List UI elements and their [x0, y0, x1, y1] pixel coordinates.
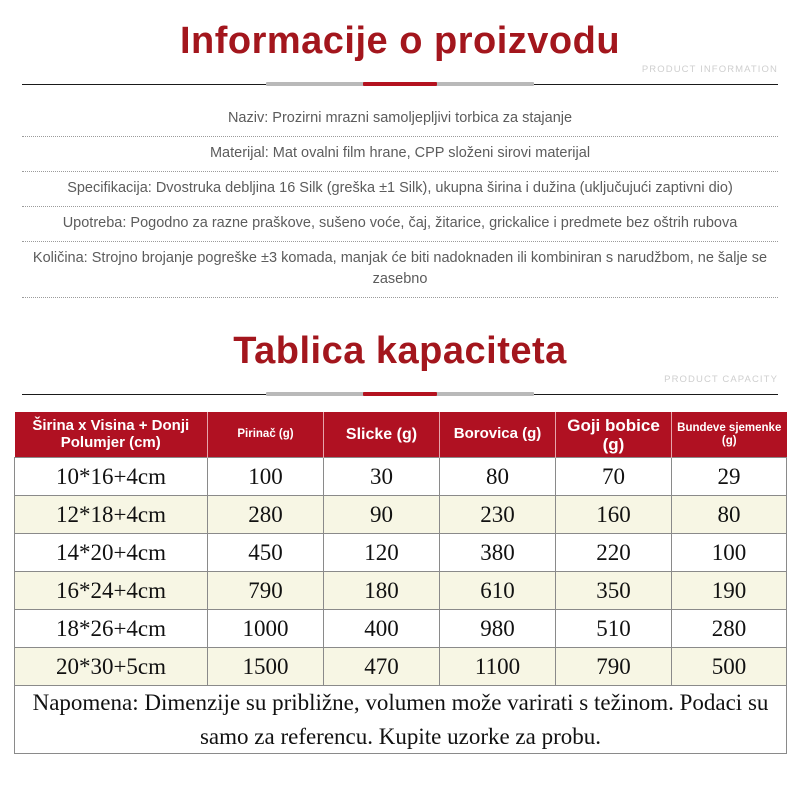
info-row-kolicina: Količina: Strojno brojanje pogreške ±3 komada, manjak će biti nadoknaden ili kombiniran s narudžbom, ne šalje se zasebno: [22, 242, 778, 298]
cell-pumpkin: 190: [672, 572, 787, 610]
cell-juniper: 1100: [440, 648, 556, 686]
table-row: [15, 496, 787, 534]
cell-juniper: 980: [440, 610, 556, 648]
table-row: [15, 648, 787, 686]
section-subtitle-en-capacity: PRODUCT CAPACITY: [664, 373, 778, 385]
capacity-table: [14, 412, 787, 754]
cell-size: 20*30+5cm: [15, 648, 208, 686]
product-information-section: [0, 0, 800, 92]
cell-goji: 70: [556, 458, 672, 496]
cell-size: 12*18+4cm: [15, 496, 208, 534]
cell-size: 18*26+4cm: [15, 610, 208, 648]
cell-goji: 350: [556, 572, 672, 610]
capacity-title: Tablica kapaciteta: [233, 329, 567, 372]
table-row: [15, 610, 787, 648]
info-row-materijal: Materijal: Mat ovalni film hrane, CPP složeni sirovi materijal: [22, 137, 778, 172]
info-row-specifikacija: Specifikacija: Dvostruka debljina 16 Silk (greška ±1 Silk), ukupna širina i dužina (uključujući zaptivni dio): [22, 172, 778, 207]
cell-size: 16*24+4cm: [15, 572, 208, 610]
cell-pumpkin: 29: [672, 458, 787, 496]
cell-slices: 120: [324, 534, 440, 572]
divider-red-bar: [363, 82, 437, 86]
page-title: Informacije o proizvodu: [179, 20, 621, 62]
column-header-rice: Pirinač (g): [208, 412, 324, 458]
table-header-row: [15, 412, 787, 458]
cell-rice: 1000: [208, 610, 324, 648]
capacity-note: Napomena: Dimenzije su približne, volumen može varirati s težinom. Podaci su samo za referencu. Kupite uzorke za probu.: [15, 686, 787, 754]
cell-pumpkin: 500: [672, 648, 787, 686]
cell-juniper: 230: [440, 496, 556, 534]
divider-red-bar: [363, 392, 437, 396]
cell-slices: 400: [324, 610, 440, 648]
cell-size: 10*16+4cm: [15, 458, 208, 496]
cell-slices: 90: [324, 496, 440, 534]
cell-size: 14*20+4cm: [15, 534, 208, 572]
table-row: [15, 572, 787, 610]
column-header-slices: Slicke (g): [324, 412, 440, 458]
column-header-pumpkin-seeds: Bundeve sjemenke (g): [672, 412, 787, 458]
cell-rice: 280: [208, 496, 324, 534]
table-note-row: [15, 686, 787, 754]
info-row-upotreba: Upotreba: Pogodno za razne praškove, sušeno voće, čaj, žitarice, grickalice i predmete bez oštrih rubova: [22, 207, 778, 242]
table-row: [15, 458, 787, 496]
cell-slices: 180: [324, 572, 440, 610]
cell-rice: 450: [208, 534, 324, 572]
column-header-goji: Goji bobice (g): [556, 412, 672, 458]
capacity-table-body: [15, 458, 787, 754]
cell-rice: 100: [208, 458, 324, 496]
cell-juniper: 610: [440, 572, 556, 610]
cell-slices: 470: [324, 648, 440, 686]
table-row: [15, 534, 787, 572]
product-capacity-section: [0, 324, 800, 402]
cell-pumpkin: 280: [672, 610, 787, 648]
section-divider-info: [0, 63, 800, 92]
cell-goji: 790: [556, 648, 672, 686]
capacity-table-wrapper: [14, 412, 786, 754]
cell-juniper: 380: [440, 534, 556, 572]
column-header-size: Širina x Visina + Donji Polumjer (cm): [15, 412, 208, 458]
cell-goji: 160: [556, 496, 672, 534]
cell-pumpkin: 80: [672, 496, 787, 534]
cell-slices: 30: [324, 458, 440, 496]
cell-pumpkin: 100: [672, 534, 787, 572]
section-subtitle-en-info: PRODUCT INFORMATION: [641, 63, 778, 75]
cell-rice: 790: [208, 572, 324, 610]
product-information-list: [22, 102, 778, 298]
cell-juniper: 80: [440, 458, 556, 496]
cell-rice: 1500: [208, 648, 324, 686]
column-header-juniper: Borovica (g): [440, 412, 556, 458]
section-divider-capacity: [0, 373, 800, 402]
cell-goji: 220: [556, 534, 672, 572]
cell-goji: 510: [556, 610, 672, 648]
info-row-naziv: Naziv: Prozirni mrazni samoljepljivi torbica za stajanje: [22, 102, 778, 137]
